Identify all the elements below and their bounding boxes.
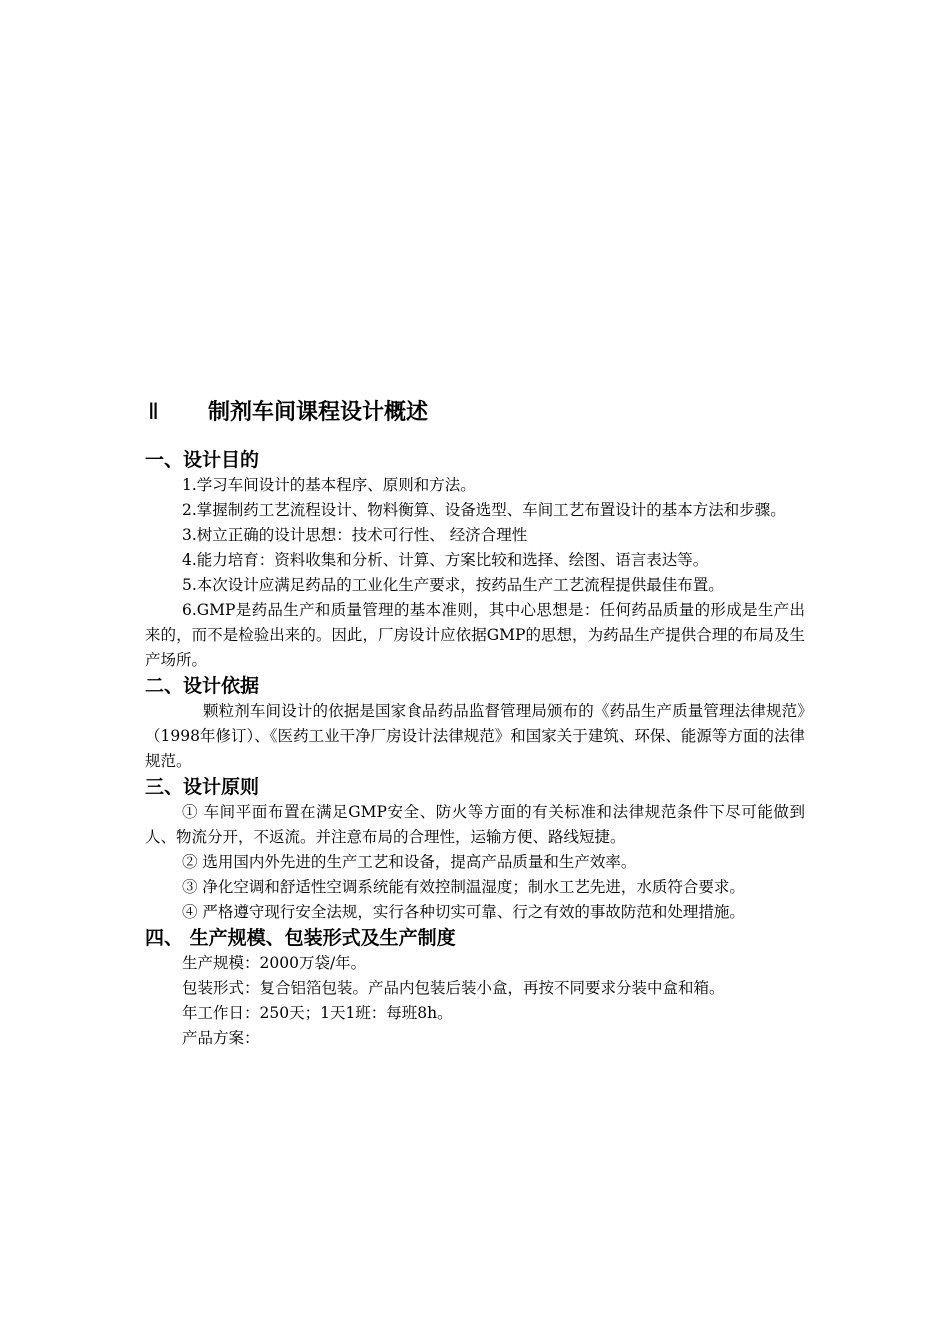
paragraph: 1.学习车间设计的基本程序、原则和方法。 [182,476,476,494]
paragraph: 4.能力培育：资料收集和分析、计算、方案比较和选择、绘图、语言表达等。 [182,551,709,569]
section-production-scale [145,925,805,1051]
paragraph: ③ 净化空调和舒适性空调系统能有效控制温湿度；制水工艺先进，水质符合要求。 [182,878,745,896]
paragraph: 年工作日：250天；1天1班：每班8h。 [182,1004,453,1022]
paragraph: 包装形式：复合铝箔包装。产品内包装后装小盒，再按不同要求分装中盒和箱。 [182,979,725,997]
paragraph: 颗粒剂车间设计的依据是国家食品药品监督管理局颁布的《药品生产质量管理法律规范》（1998年修订）、《医药工业干净厂房设计法律规范》和国家关于建筑、环保、能源等方面的法律规范。 [145,702,805,770]
section-design-basis [145,673,805,774]
section-heading: 四、 生产规模、包装形式及生产制度 [145,927,456,949]
section-heading: 一、设计目的 [145,449,260,471]
paragraph: ① 车间平面布置在满足GMP安全、防火等方面的有关标准和法律规范条件下尽可能做到人、物流分开，不返流。并注意布局的合理性，运输方便、路线短捷。 [145,803,805,846]
document-body [145,395,805,1051]
section-design-principles [145,774,805,925]
chapter-title [145,395,805,427]
chapter-title-text: 制剂车间课程设计概述 [208,400,429,425]
chapter-numeral: Ⅱ [148,400,159,425]
paragraph: 生产规模：2000万袋/年。 [182,954,367,972]
paragraph: ④ 严格遵守现行安全法规，实行各种切实可靠、行之有效的事故防范和处理措施。 [182,903,745,921]
section-heading: 二、设计依据 [145,675,260,697]
section-design-purpose [145,447,805,673]
paragraph: ② 选用国内外先进的生产工艺和设备，提高产品质量和生产效率。 [182,853,637,871]
paragraph: 3.树立正确的设计思想：技术可行性、 经济合理性 [182,526,528,544]
section-heading: 三、设计原则 [145,776,260,798]
paragraph: 5.本次设计应满足药品的工业化生产要求，按药品生产工艺流程提供最佳布置。 [182,576,724,594]
paragraph: 2.掌握制药工艺流程设计、物料衡算、设备选型、车间工艺布置设计的基本方法和步骤。 [182,501,786,519]
paragraph: 产品方案： [182,1029,260,1047]
paragraph: 6.GMP是药品生产和质量管理的基本准则，其中心思想是：任何药品质量的形成是生产出来的，而不是检验出来的。因此，厂房设计应依据GMP的思想，为药品生产提供合理的布局及生产场所。 [145,601,805,669]
